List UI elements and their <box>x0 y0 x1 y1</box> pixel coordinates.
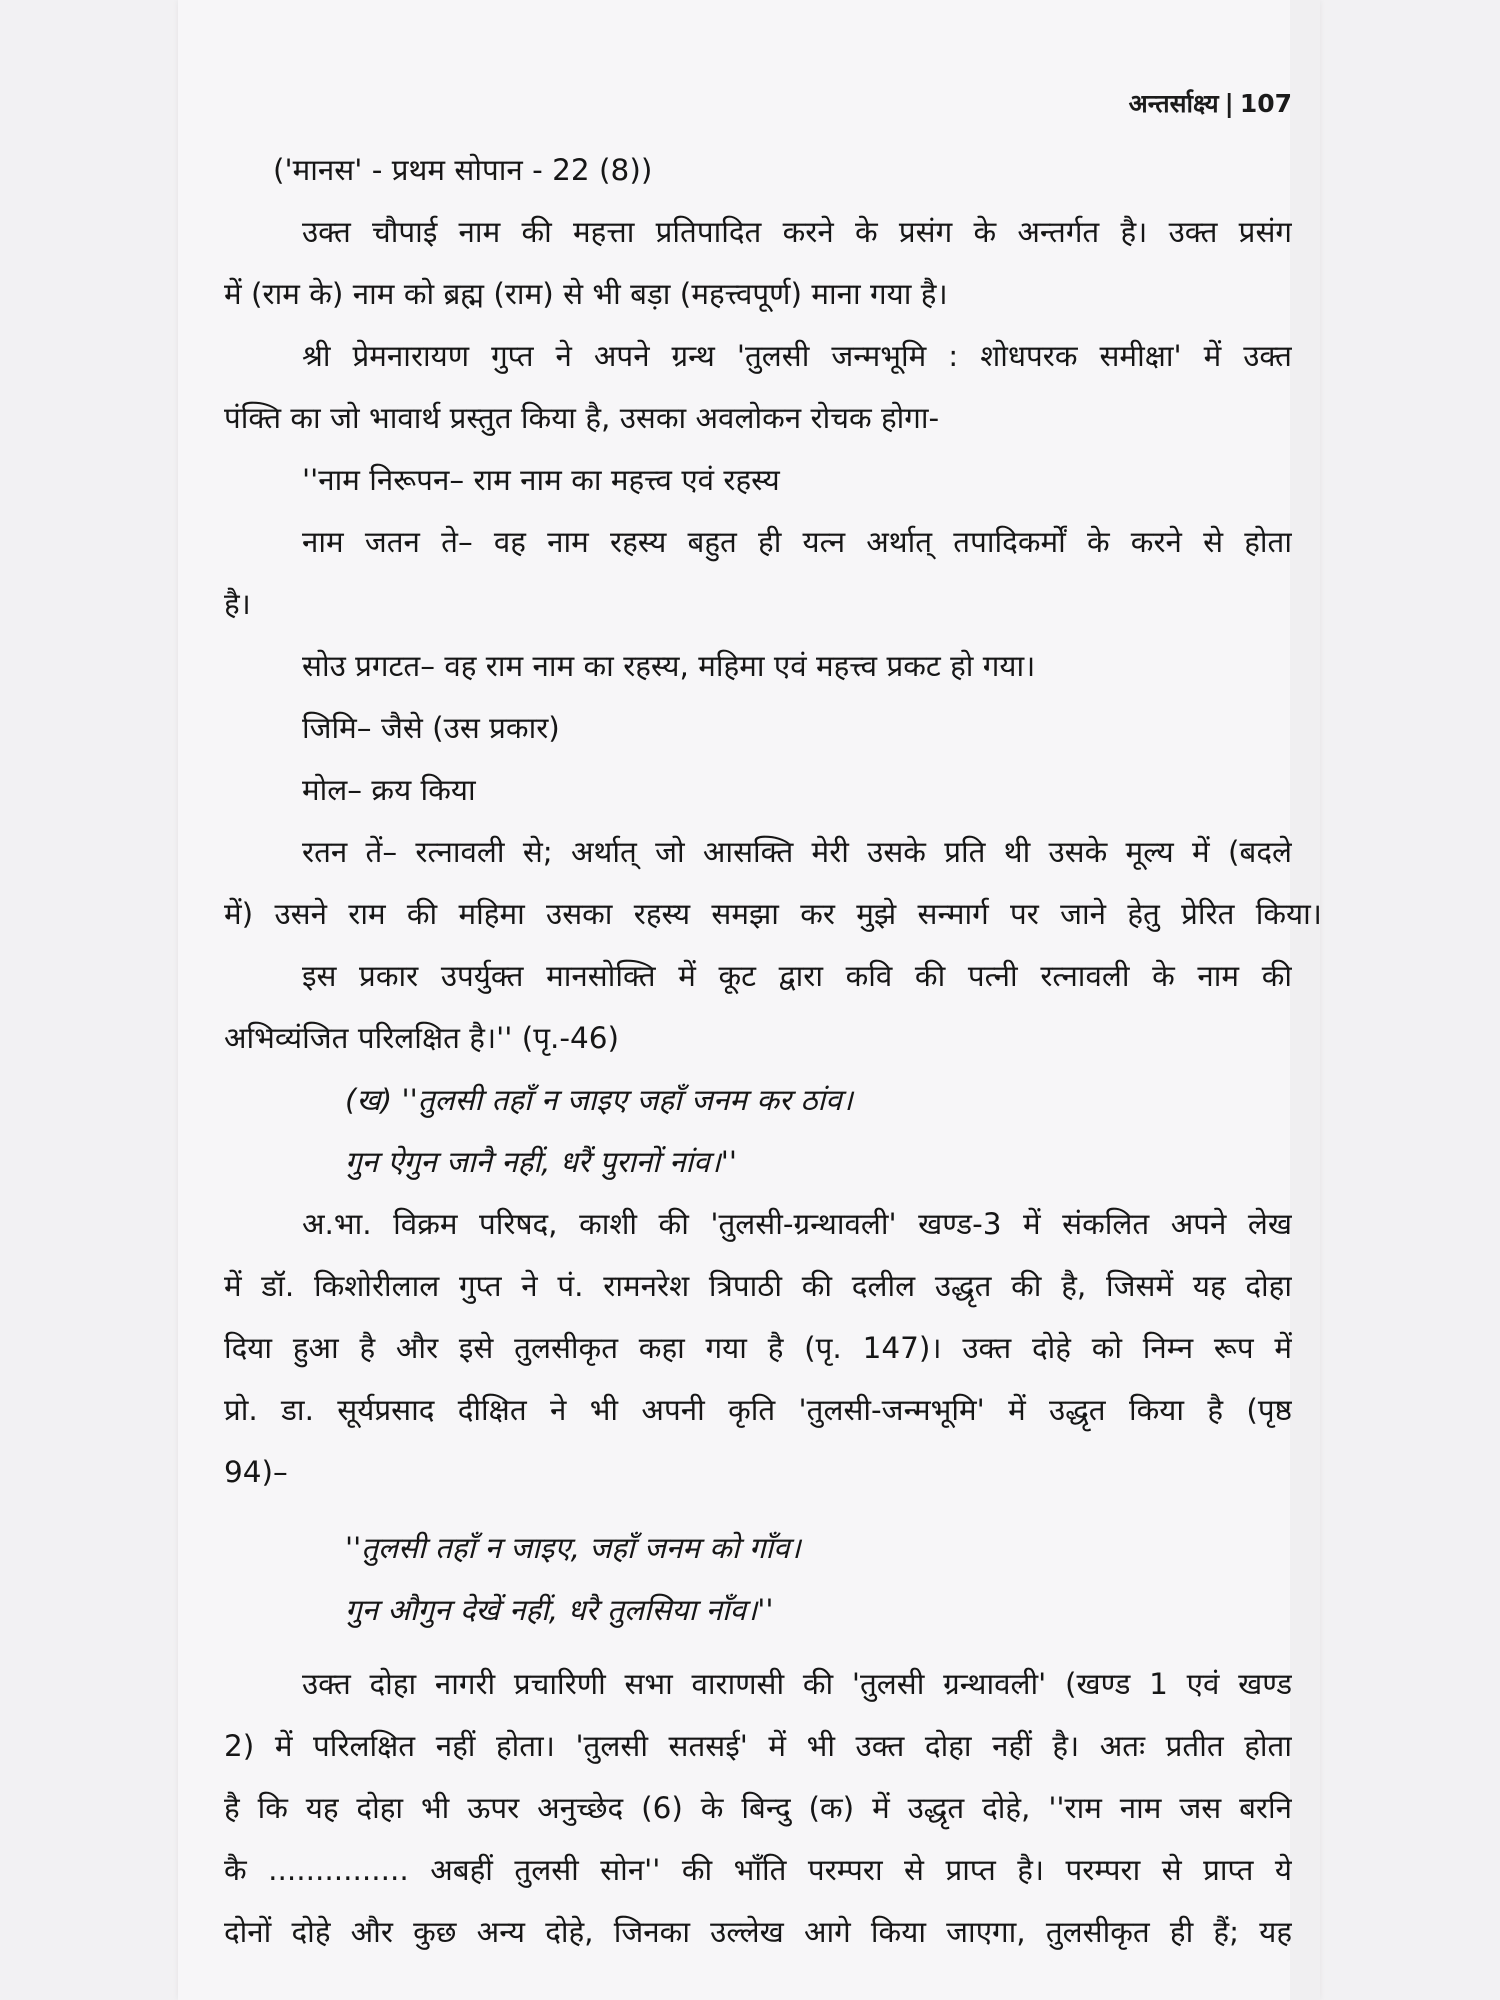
chapter-title: अन्तर्साक्ष्य <box>1128 89 1219 118</box>
paragraph-line: में डॉ. किशोरीलाल गुप्त ने पं. रामनरेश त्रिपाठी की दलील उद्धृत की है, जिसमें यह दोहा <box>224 1269 1292 1303</box>
doha-line: ''तुलसी तहाँ न जाइए, जहाँ जनम को गाँव। <box>345 1531 801 1565</box>
paragraph-line: प्रो. डा. सूर्यप्रसाद दीक्षित ने भी अपनी कृति 'तुलसी-जन्मभूमि' में उद्धृत किया है (पृष्ठ <box>224 1393 1292 1427</box>
source-citation: ('मानस' - प्रथम सोपान - 22 (8)) <box>273 153 653 187</box>
paragraph-line: पंक्ति का जो भावार्थ प्रस्तुत किया है, उसका अवलोकन रोचक होगा- <box>224 401 940 435</box>
running-header <box>1129 86 1292 120</box>
quote-line: है। <box>224 587 251 621</box>
paragraph-line: उक्त चौपाई नाम की महत्ता प्रतिपादित करने के प्रसंग के अन्तर्गत है। उक्त प्रसंग <box>302 215 1292 249</box>
quote-line: सोउ प्रगटत– वह राम नाम का रहस्य, महिमा एवं महत्त्व प्रकट हो गया। <box>302 649 1036 683</box>
quote-line: ''नाम निरूपन– राम नाम का महत्त्व एवं रहस्य <box>302 463 780 497</box>
paragraph-line: 2) में परिलक्षित नहीं होता। 'तुलसी सतसई' में भी उक्त दोहा नहीं है। अतः प्रतीत होता <box>224 1729 1292 1763</box>
doha-line: (ख) ''तुलसी तहाँ न जाइए जहाँ जनम कर ठांव। <box>345 1083 853 1117</box>
paragraph-line: है कि यह दोहा भी ऊपर अनुच्छेद (6) के बिन्दु (क) में उद्धृत दोहे, ''राम नाम जस बरनि <box>224 1791 1292 1825</box>
quote-line: इस प्रकार उपर्युक्त मानसोक्ति में कूट द्वारा कवि की पत्नी रत्नावली के नाम की <box>302 959 1292 993</box>
doha-line: गुन ऐगुन जानै नहीं, धरैं पुरानों नांव।'' <box>345 1145 737 1179</box>
paragraph-line: कै ............... अबहीं तुलसी सोन'' की भाँति परम्परा से प्राप्त है। परम्परा से प्राप्त ये <box>224 1853 1292 1887</box>
quote-line: अभिव्यंजित परिलक्षित है।'' (पृ.-46) <box>224 1021 620 1055</box>
paragraph-line: अ.भा. विक्रम परिषद, काशी की 'तुलसी-ग्रन्थावली' खण्ड-3 में संकलित अपने लेख <box>302 1207 1292 1241</box>
quote-line: जिमि– जैसे (उस प्रकार) <box>302 711 560 745</box>
paragraph-line: श्री प्रेमनारायण गुप्त ने अपने ग्रन्थ 'तुलसी जन्मभूमि : शोधपरक समीक्षा' में उक्त <box>302 339 1292 373</box>
paragraph-line: उक्त दोहा नागरी प्रचारिणी सभा वाराणसी की 'तुलसी ग्रन्थावली' (खण्ड 1 एवं खण्ड <box>302 1667 1292 1701</box>
paragraph-line: दिया हुआ है और इसे तुलसीकृत कहा गया है (पृ. 147)। उक्त दोहे को निम्न रूप में <box>224 1331 1292 1365</box>
paragraph-line: में (राम के) नाम को ब्रह्म (राम) से भी बड़ा (महत्त्वपूर्ण) माना गया है। <box>224 277 948 311</box>
quote-line: मोल– क्रय किया <box>302 773 476 807</box>
header-separator: | <box>1224 89 1234 118</box>
paragraph-line: दोनों दोहे और कुछ अन्य दोहे, जिनका उल्लेख आगे किया जाएगा, तुलसीकृत ही हैं; यह <box>224 1915 1292 1949</box>
quote-line: रतन तें– रत्नावली से; अर्थात् जो आसक्ति मेरी उसके प्रति थी उसके मूल्य में (बदले <box>302 835 1292 869</box>
doha-line: गुन औगुन देखें नहीं, धरै तुलसिया नाँव।'' <box>345 1593 774 1627</box>
quote-line: में) उसने राम की महिमा उसका रहस्य समझा कर मुझे सन्मार्ग पर जाने हेतु प्रेरित किया। <box>224 897 1322 931</box>
quote-line: नाम जतन ते– वह नाम रहस्य बहुत ही यत्न अर्थात् तपादिकर्मों के करने से होता <box>302 525 1292 559</box>
page-number: 107 <box>1239 89 1292 118</box>
page-gutter-shadow <box>1290 0 1320 2000</box>
paragraph-line: 94)– <box>224 1455 288 1489</box>
